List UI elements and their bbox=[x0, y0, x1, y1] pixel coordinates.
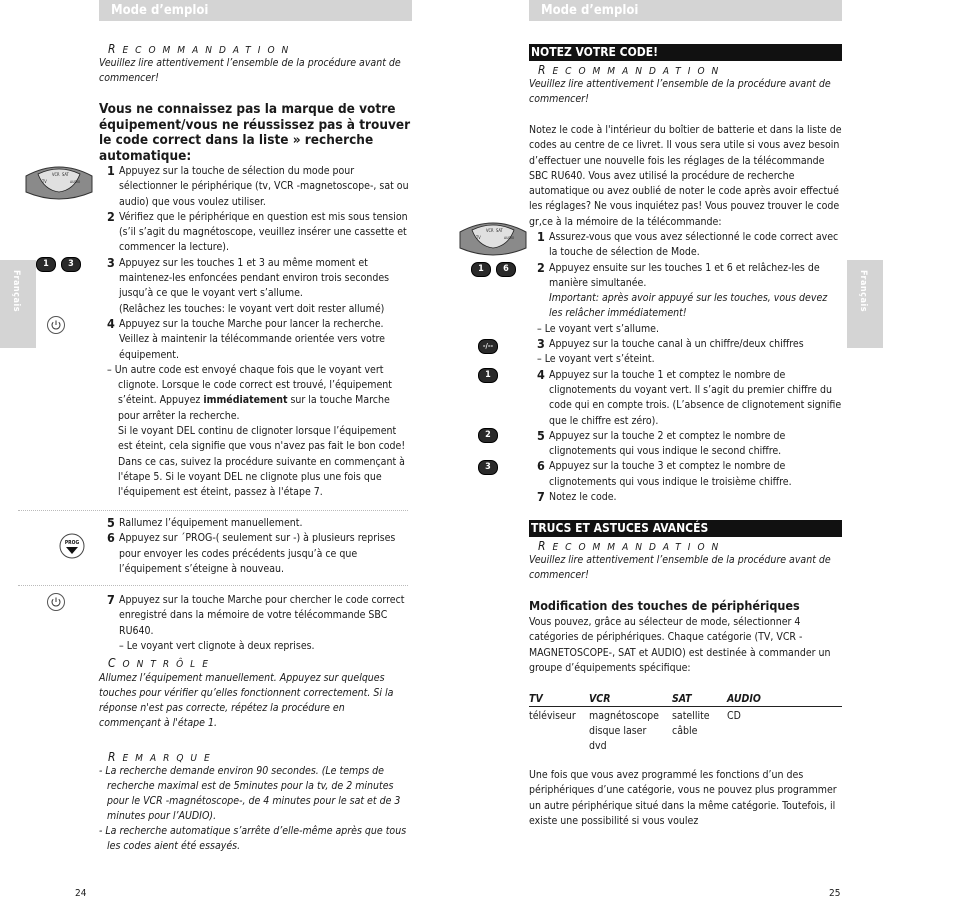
table-cell: magnétoscope disque laser dvd bbox=[589, 710, 659, 752]
control-text: Allumez l’équipement manuellement. Appuyez sur quelques touches pour vérifier qu’elles fonctionnent correctement. Si la réponse n'est pas correcte, répétez la procédure en commençant à l'étape 1. bbox=[99, 672, 394, 729]
subheading: Modification des touches de périphériques bbox=[529, 598, 800, 613]
note-code-intro: Notez le code à l'intérieur du boîtier de batterie et dans la liste de codes au centre de ce livret. Il vous sera utile si vous avez besoin d’effectuer une nouvelle fois les réglages de la télécommande SBC RU640. Vous avez utilisé la procédure de recherche automatique ou avez oublié de noter le code après avoir effectué les réglages? Ne vous inquiétez pas! Vous pouvez trouver le code gr,ce à la mémoire de la télécommande: bbox=[529, 124, 842, 228]
step-6: 6 Appuyez sur la touche 3 et comptez le nombre de clignotements qui vous indique le troisième chiffre. bbox=[537, 458, 792, 488]
left-header-bar bbox=[99, 0, 412, 21]
power-button-icon bbox=[47, 593, 65, 611]
page-number: 24 bbox=[75, 888, 87, 899]
left-step-7 bbox=[99, 593, 411, 654]
remark-item: - La recherche automatique s’arrête d’elle-même après que tous les codes aient été essayés. bbox=[99, 825, 407, 852]
svg-text:PROG: PROG bbox=[64, 540, 80, 546]
step-7: 7 Notez le code. bbox=[537, 489, 617, 505]
left-recommendation-text: Veuillez lire attentivement l’ensemble de la procédure avant de commencer! bbox=[99, 57, 401, 84]
step-2-note: – Le voyant vert s’allume. bbox=[537, 322, 659, 335]
right-recommendation-label-2: RECOMMANDATION bbox=[538, 539, 726, 553]
right-recommendation-text-2: Veuillez lire attentivement l’ensemble de la procédure avant de commencer! bbox=[529, 554, 831, 581]
svg-text:SAT: SAT bbox=[496, 228, 503, 233]
right-recommendation-label: RECOMMANDATION bbox=[538, 63, 726, 77]
closing-text: Une fois que vous avez programmé les fonctions d’un des périphériques d’une catégorie, vous ne pouvez plus programmer un autre périphérique situé dans la même catégorie. Toutefois, il existe une possibilité si vous voulez bbox=[529, 769, 837, 827]
step-4: 4 Appuyez sur la touche Marche pour lancer la recherche. Veillez à maintenir la télécommande orientée vers votre équipement. bbox=[107, 315, 385, 361]
step-3: 3 Appuyez sur la touche canal à un chiffre/deux chiffres bbox=[537, 336, 804, 352]
table-cell: CD bbox=[727, 710, 741, 722]
key-1-icon: 1 bbox=[36, 257, 56, 272]
step-5: 5 Rallumez l’équipement manuellement. bbox=[107, 515, 303, 530]
table-cell: téléviseur bbox=[529, 710, 576, 722]
table-header: SAT bbox=[672, 693, 692, 705]
remark-list bbox=[99, 764, 409, 854]
key-2-icon: 2 bbox=[478, 428, 498, 443]
digit-toggle-key-icon: -/-- bbox=[478, 339, 498, 354]
step-3-note: – Le voyant vert s’éteint. bbox=[537, 353, 655, 366]
key-3-icon: 3 bbox=[478, 460, 498, 475]
control-label: CONTRÔLE bbox=[108, 656, 215, 670]
remote-mode-selector-icon bbox=[457, 218, 529, 258]
right-header-bar bbox=[529, 0, 842, 21]
step-1: 1 Appuyez sur la touche de sélection du mode pour sélectionner le périphérique (tv, VCR -magnetoscope-, sat ou audio) que vous voulez utiliser. bbox=[107, 163, 409, 208]
svg-text:TV: TV bbox=[476, 235, 481, 240]
right-language-tab: Français bbox=[847, 260, 883, 348]
step-7: 7 Appuyez sur la touche Marche pour chercher le code correct enregistré dans la mémoire de votre télécommande SBC RU640. bbox=[107, 592, 405, 637]
step-2: 2 Vérifiez que le périphérique en question est mis sous tension (s’il s’agit du magnétoscope, veuillez insérer une cassette et commencer la lecture). bbox=[107, 208, 408, 254]
svg-text:VCR: VCR bbox=[486, 228, 494, 233]
svg-text:SAT: SAT bbox=[62, 172, 69, 177]
table-header: TV bbox=[529, 693, 543, 705]
section-tips-bar: TRUCS ET ASTUCES AVANCÉS bbox=[529, 520, 842, 537]
key-3-icon: 3 bbox=[61, 257, 81, 272]
buttons-1-6-icon bbox=[471, 262, 516, 277]
svg-text:VCR: VCR bbox=[52, 172, 60, 177]
category-table bbox=[529, 692, 842, 754]
key-1-icon: 1 bbox=[471, 262, 491, 277]
key-6-icon: 6 bbox=[496, 262, 516, 277]
remark-label: REMARQUE bbox=[108, 750, 217, 764]
left-steps-1-4 bbox=[99, 164, 411, 501]
key-1-icon: 1 bbox=[478, 368, 498, 383]
section-note-code-bar: NOTEZ VOTRE CODE! bbox=[529, 44, 842, 61]
step-5: 5 Appuyez sur la touche 2 et comptez le nombre de clignotements qui vous indique le second chiffre. bbox=[537, 427, 786, 458]
left-language-tab: Français bbox=[0, 260, 36, 348]
buttons-1-3-icon bbox=[36, 257, 81, 272]
step-2: 2 Appuyez ensuite sur les touches 1 et 6 et relâchez-les de manière simultanée. Important: après avoir appuyé sur les touches, vous devez les relâcher immédiatement! bbox=[537, 259, 828, 320]
step-4-note: – Un autre code est envoyé chaque fois que le voyant vert clignote. Lorsque le code correct est trouvé, l’équipement s’éteint. Appuyez immédiatement sur la touche Marche pour arrêter la recherche. bbox=[107, 363, 392, 422]
svg-text:TV: TV bbox=[42, 179, 47, 184]
left-steps-5-6 bbox=[99, 516, 411, 577]
step-7-note: – Le voyant vert clignote à deux reprises. bbox=[119, 639, 315, 652]
page-number: 25 bbox=[829, 888, 841, 899]
step-4-detail: Si le voyant DEL continu de clignoter lorsque l’équipement est éteint, cela signifie que vous n'avez pas fait le bon code! Dans ce cas, suivez la procédure suivante en commençant à l'étape 5. Si le voyant DEL ne clignote plus une fois que l'équipement est éteint, passez à l'étape 7. bbox=[118, 425, 406, 499]
left-recommendation-label: RECOMMANDATION bbox=[108, 42, 296, 56]
svg-text:AUDIO: AUDIO bbox=[70, 180, 81, 184]
subheading-text: Vous pouvez, grâce au sélecteur de mode, sélectionner 4 catégories de périphériques. Chaque catégorie (TV, VCR - MAGNETOSCOPE-, SAT et AUDIO) est destinée à commander un groupe d’équipements spécifique: bbox=[529, 616, 831, 674]
step-6: 6 Appuyez sur ´PROG-( seulement sur -) à plusieurs reprises pour envoyer les codes précédents jusqu’à ce que l’équipement s’éteigne à nouveau. bbox=[107, 530, 396, 575]
left-header-title: Mode d’emploi bbox=[111, 3, 209, 18]
prog-button-icon bbox=[59, 533, 85, 559]
power-button-icon bbox=[47, 316, 65, 334]
step-3: 3 Appuyez sur les touches 1 et 3 au même moment et maintenez-les enfoncées pendant environ trois secondes jusqu’à ce que le voyant vert s’allume. (Relâchez les touches: le voyant vert doit rester allumé) bbox=[107, 254, 390, 315]
divider bbox=[18, 585, 408, 586]
remote-mode-selector-icon bbox=[24, 162, 94, 202]
remark-item: - La recherche demande environ 90 secondes. (Le temps de recherche maximal est de 5minutes pour la tv, de 2 minutes pour le VCR -magnétoscope-, de 4 minutes pour le sat et de 3 minutes pour l’AUDIO). bbox=[99, 765, 401, 822]
table-header: AUDIO bbox=[727, 693, 761, 705]
right-recommendation-text: Veuillez lire attentivement l’ensemble de la procédure avant de commencer! bbox=[529, 78, 831, 105]
step-4: 4 Appuyez sur la touche 1 et comptez le nombre de clignotements du voyant vert. Il s’agit du premier chiffre du code qui en compte trois. (L’absence de clignotement signifie que le chiffre est zéro). bbox=[537, 366, 842, 427]
table-header: VCR bbox=[589, 693, 611, 705]
right-header-title: Mode d’emploi bbox=[541, 3, 639, 18]
divider bbox=[18, 510, 408, 511]
right-steps bbox=[529, 230, 842, 505]
svg-text:AUDIO: AUDIO bbox=[504, 236, 515, 240]
table-cell: satellite câble bbox=[672, 710, 710, 737]
left-section-heading: Vous ne connaissez pas la marque de votre équipement/vous ne réussissez pas à trouver le code correct dans la liste » recherche automatique: bbox=[99, 101, 411, 164]
step-1: 1 Assurez-vous que vous avez sélectionné le code correct avec la touche de sélection de Mode. bbox=[537, 229, 839, 259]
